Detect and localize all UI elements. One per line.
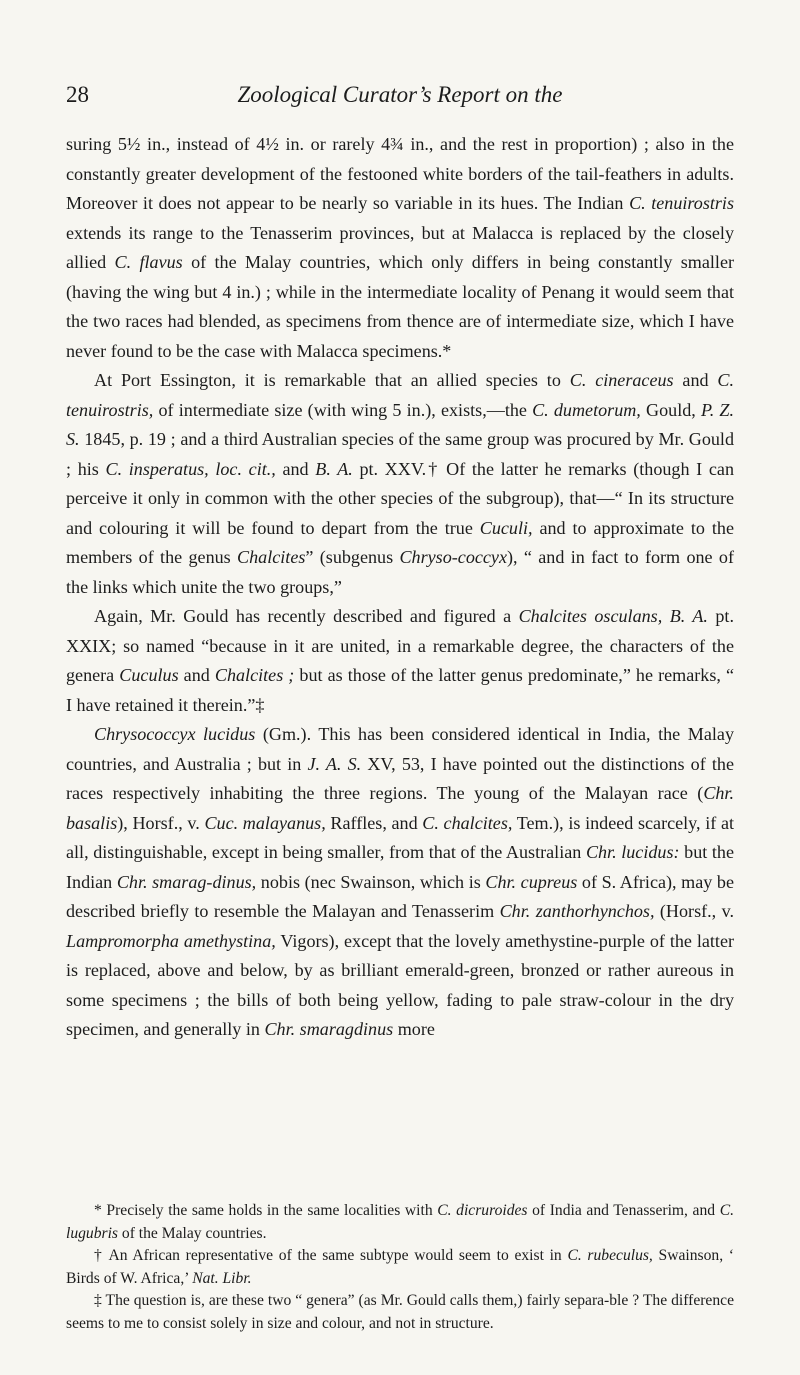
body-text: [66, 130, 734, 1045]
page-number: 28: [66, 82, 89, 107]
footnote-3: ‡ The question is, are these two “ genera” (as Mr. Gould calls them,) fairly separa-ble ? The difference seems to me to consist solely in size and colour, and not in structure.: [66, 1292, 734, 1332]
paragraph-2: At Port Essington, it is remarkable that an allied species to C. cineraceus and C. tenuirostris, of intermediate size (with wing 5 in.), exists,—the C. dumetorum, Gould, P. Z. S. 1845, p. 19 ; and a third Australian species of the same group was procured by Mr. Gould ; his C. insperatus, loc. cit., and B. A. pt. XXV.† Of the latter he remarks (though I can perceive it only in common with the other species of the subgroup), that—“ In its structure and colouring it will be found to depart from the true Cuculi, and to approximate to the members of the genus Chalcites” (subgenus Chryso-coccyx), “ and in fact to form one of the links which unite the two groups,”: [66, 370, 734, 597]
footnote-2: † An African representative of the same subtype would seem to exist in C. rubeculus, Swainson, ‘ Birds of W. Africa,’ Nat. Libr.: [66, 1247, 734, 1287]
paragraph-4: Chrysococcyx lucidus (Gm.). This has been considered identical in India, the Malay countries, and Australia ; but in J. A. S. XV, 53, I have pointed out the distinctions of the races respectively inhabiting the three regions. The young of the Malayan race (Chr. basalis), Horsf., v. Cuc. malayanus, Raffles, and C. chalcites, Tem.), is indeed scarcely, if at all, distinguishable, except in being smaller, from that of the Australian Chr. lucidus: but the Indian Chr. smarag-dinus, nobis (nec Swainson, which is Chr. cupreus of S. Africa), may be described briefly to resemble the Malayan and Tenasserim Chr. zanthorhynchos, (Horsf., v. Lampromorpha amethystina, Vigors), except that the lovely amethystine-purple of the latter is replaced, above and below, by as brilliant emerald-green, bronzed or rather aureous in some specimens ; the bills of both being yellow, fading to pale straw-colour in the dry specimen, and generally in Chr. smaragdinus more: [66, 724, 735, 1039]
paragraph-1: suring 5½ in., instead of 4½ in. or rarely 4¾ in., and the rest in proportion) ; also in the constantly greater development of the festooned white borders of the tail-feathers in adults. Moreover it does not appear to be nearly so variable in its hues. The Indian C. tenuirostris extends its range to the Tenasserim provinces, but at Malacca is replaced by the closely allied C. flavus of the Malay countries, which only differs in being constantly smaller (having the wing but 4 in.) ; while in the intermediate locality of Penang it would seem that the two races had blended, as specimens from thence are of intermediate size, which I have never found to be the case with Malacca specimens.*: [66, 134, 735, 361]
running-head: Zoological Curator’s Report on the: [237, 82, 563, 107]
footnotes: [66, 1200, 734, 1335]
footnote-1: * Precisely the same holds in the same localities with C. dicruroides of India and Tenasserim, and C. lugubris of the Malay countries.: [66, 1202, 735, 1242]
paragraph-3: Again, Mr. Gould has recently described and figured a Chalcites osculans, B. A. pt. XXIX; so named “because in it are united, in a remarkable degree, the characters of the genera Cuculus and Chalcites ; but as those of the latter genus predominate,” he remarks, “ I have retained it therein.”‡: [66, 606, 734, 715]
page-header: [66, 78, 734, 114]
